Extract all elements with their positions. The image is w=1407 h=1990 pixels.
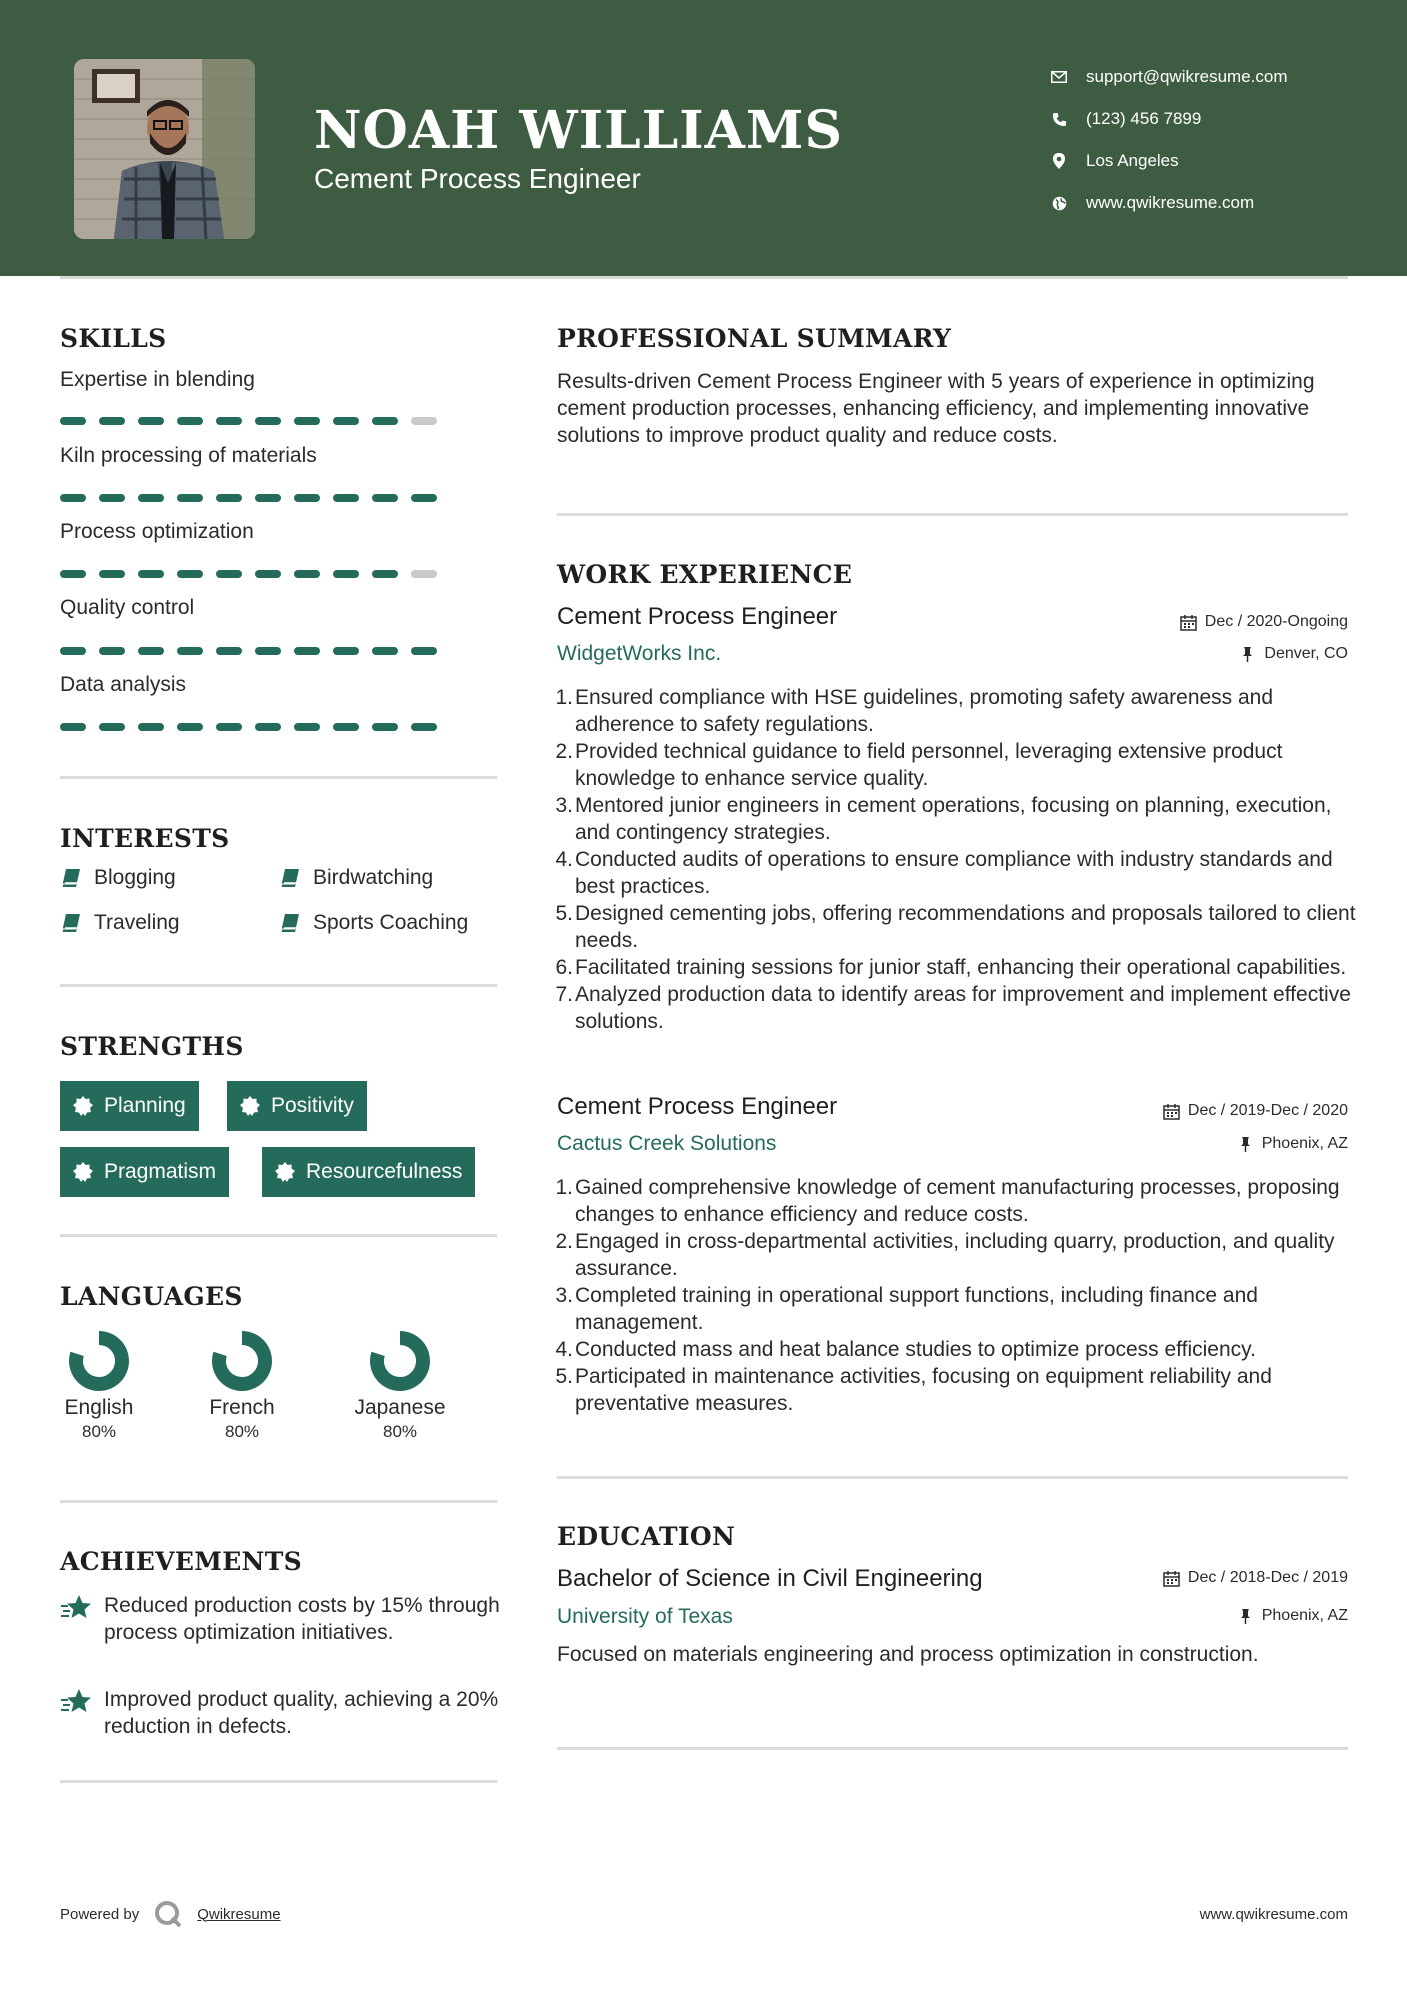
achievement-text: Improved product quality, achieving a 20% reduction in defects. — [104, 1688, 499, 1738]
education-school: University of Texas — [557, 1605, 733, 1628]
education-heading: EDUCATION — [557, 1522, 736, 1551]
language-progress-ring — [68, 1330, 130, 1392]
badge-icon — [72, 1095, 94, 1117]
pushpin-icon — [1237, 1608, 1254, 1625]
skills-heading: SKILLS — [60, 324, 167, 353]
experience-heading: WORK EXPERIENCE — [557, 560, 853, 589]
interests-heading: INTERESTS — [60, 824, 230, 853]
job-duty-number: 3. — [555, 1284, 573, 1307]
job-role: Cement Process Engineer — [557, 1093, 838, 1120]
skill-label: Expertise in blending — [60, 368, 255, 391]
skill-dot — [177, 723, 203, 731]
job-duty-text: Designed cementing jobs, offering recommendations and proposals tailored to client needs. — [575, 902, 1356, 952]
job-duty-number: 1. — [555, 1176, 573, 1199]
education-description: Focused on materials engineering and process optimization in construction. — [557, 1643, 1259, 1666]
skill-label: Process optimization — [60, 520, 254, 543]
education-dates — [1163, 1569, 1348, 1587]
envelope-icon — [1050, 68, 1068, 86]
interest-item — [279, 866, 433, 890]
job-duty-item — [557, 900, 1357, 954]
skill-dot — [60, 723, 86, 731]
contact-phone-text: (123) 456 7899 — [1086, 109, 1202, 128]
header-divider — [60, 276, 1348, 279]
strength-label: Resourcefulness — [306, 1160, 463, 1183]
section-divider — [60, 1500, 497, 1503]
job-duty-item — [557, 981, 1357, 1035]
job-duty-number: 7. — [555, 983, 573, 1006]
skill-dot — [294, 723, 320, 731]
job-duty-text: Completed training in operational support functions, including finance and management. — [575, 1284, 1258, 1334]
job-duty-number: 4. — [555, 1338, 573, 1361]
skill-dot — [411, 417, 437, 425]
interest-item — [60, 866, 176, 890]
skill-dot — [255, 723, 281, 731]
book-icon — [60, 912, 82, 934]
education-dates-text: Dec / 2018-Dec / 2019 — [1187, 1569, 1348, 1586]
qwikresume-logo-icon — [153, 1899, 183, 1929]
job-duty-item — [557, 1363, 1357, 1417]
skill-rating — [60, 570, 437, 578]
skill-dot — [177, 494, 203, 502]
skill-dot — [177, 417, 203, 425]
section-divider — [60, 1234, 497, 1237]
skill-dot — [216, 494, 242, 502]
skill-dot — [99, 647, 125, 655]
skill-dot — [255, 417, 281, 425]
achievement-text: Reduced production costs by 15% through process optimization initiatives. — [104, 1594, 500, 1644]
skill-rating — [60, 494, 437, 502]
calendar-icon — [1163, 1570, 1180, 1587]
job-dates — [1180, 613, 1348, 631]
star-icon — [60, 1688, 92, 1716]
skill-dot — [372, 570, 398, 578]
book-icon — [60, 867, 82, 889]
interest-label: Blogging — [94, 866, 176, 889]
job-duty-text: Participated in maintenance activities, focusing on equipment reliability and preventative measures. — [575, 1365, 1272, 1415]
interest-label: Birdwatching — [313, 866, 434, 889]
skill-dot — [216, 417, 242, 425]
skill-dot — [138, 570, 164, 578]
calendar-icon — [1163, 1103, 1180, 1120]
job-duty-text: Conducted audits of operations to ensure compliance with industry standards and best practices. — [575, 848, 1333, 898]
job-duty-item — [557, 684, 1357, 738]
job-duty-text: Facilitated training sessions for junior staff, enhancing their operational capabilities. — [575, 956, 1347, 979]
interest-label: Sports Coaching — [313, 911, 469, 934]
language-progress-arc — [76, 1338, 122, 1384]
achievement-item — [60, 1686, 500, 1740]
strength-label: Planning — [104, 1094, 186, 1117]
language-percent: 80% — [382, 1422, 418, 1441]
contact-list — [1050, 56, 1288, 224]
interest-label: Traveling — [94, 911, 180, 934]
language-progress-ring — [369, 1330, 431, 1392]
skill-dot — [138, 647, 164, 655]
job-location-text: Phoenix, AZ — [1261, 1135, 1348, 1152]
job-role: Cement Process Engineer — [557, 603, 838, 630]
job-duty-text: Engaged in cross-departmental activities, including quarry, production, and quality assurance. — [575, 1230, 1335, 1280]
skill-dot — [60, 647, 86, 655]
section-divider — [60, 984, 497, 987]
summary-heading: PROFESSIONAL SUMMARY — [557, 324, 952, 353]
language-name: French — [209, 1396, 275, 1419]
job-duty-text: Ensured compliance with HSE guidelines, promoting safety awareness and adherence to safety regulations. — [575, 686, 1274, 736]
skill-dot — [333, 647, 359, 655]
job-location — [1237, 1135, 1348, 1153]
contact-email[interactable] — [1050, 56, 1288, 98]
job-duty-number: 1. — [555, 686, 573, 709]
language-progress-arc — [377, 1338, 423, 1384]
skill-label: Data analysis — [60, 673, 187, 696]
job-company: WidgetWorks Inc. — [557, 642, 722, 665]
job-duty-text: Gained comprehensive knowledge of cement manufacturing processes, proposing changes to enhance efficiency and reduce costs. — [575, 1176, 1340, 1226]
location-pin-icon — [1050, 152, 1068, 170]
book-icon — [279, 912, 301, 934]
language-progress-arc — [219, 1338, 265, 1384]
skill-dot — [411, 570, 437, 578]
job-duty-text: Provided technical guidance to field personnel, leveraging extensive product knowledge to enhance service quality. — [575, 740, 1283, 790]
job-duty-text: Analyzed production data to identify areas for improvement and implement effective solutions. — [575, 983, 1351, 1033]
job-duty-item — [557, 1228, 1357, 1282]
skill-dot — [138, 723, 164, 731]
contact-website[interactable] — [1050, 182, 1288, 224]
education-location-text: Phoenix, AZ — [1261, 1607, 1348, 1624]
skill-dot — [138, 494, 164, 502]
badge-icon — [72, 1161, 94, 1183]
job-duty-item — [557, 738, 1357, 792]
skill-dot — [294, 647, 320, 655]
education-degree: Bachelor of Science in Civil Engineering — [557, 1565, 983, 1592]
pushpin-icon — [1237, 1136, 1254, 1153]
contact-email-text: support@qwikresume.com — [1086, 67, 1288, 86]
skill-dot — [333, 417, 359, 425]
skill-dot — [372, 723, 398, 731]
job-duty-number: 2. — [555, 1230, 573, 1253]
section-divider — [557, 513, 1348, 516]
skill-dot — [99, 570, 125, 578]
skill-rating — [60, 647, 437, 655]
contact-website-text: www.qwikresume.com — [1086, 193, 1255, 212]
skill-dot — [333, 570, 359, 578]
language-item — [182, 1330, 302, 1442]
strengths-heading: STRENGTHS — [60, 1032, 244, 1061]
summary-text: Results-driven Cement Process Engineer with 5 years of experience in optimizing cement production processes, enhancing efficiency, and implementing innovative solutions to improve product quality and reduce costs. — [557, 370, 1315, 447]
skill-dot — [372, 494, 398, 502]
section-divider — [557, 1476, 1348, 1479]
skill-dot — [372, 417, 398, 425]
achievements-heading: ACHIEVEMENTS — [60, 1547, 302, 1576]
candidate-title: Cement Process Engineer — [314, 163, 641, 194]
skill-dot — [411, 647, 437, 655]
skill-dot — [60, 570, 86, 578]
skill-dot — [177, 647, 203, 655]
language-name: English — [64, 1396, 134, 1419]
globe-icon — [1050, 194, 1068, 212]
skill-dot — [333, 494, 359, 502]
section-divider — [60, 1780, 497, 1783]
skill-label: Kiln processing of materials — [60, 444, 317, 467]
job-location — [1239, 645, 1348, 663]
skill-dot — [99, 417, 125, 425]
book-icon — [279, 867, 301, 889]
skill-dot — [372, 647, 398, 655]
profile-photo — [74, 59, 255, 239]
contact-location-text: Los Angeles — [1086, 151, 1179, 170]
job-duty-number: 3. — [555, 794, 573, 817]
language-item — [39, 1330, 159, 1442]
job-location-text: Denver, CO — [1264, 645, 1348, 662]
skill-dot — [294, 570, 320, 578]
job-duty-number: 5. — [555, 1365, 573, 1388]
job-duty-number: 2. — [555, 740, 573, 763]
footer-website[interactable]: www.qwikresume.com — [1199, 1906, 1348, 1923]
job-duty-number: 5. — [555, 902, 573, 925]
skill-dot — [177, 570, 203, 578]
job-duties — [557, 1174, 1357, 1417]
interest-item — [279, 911, 468, 935]
job-duty-item — [557, 1282, 1357, 1336]
skill-dot — [99, 494, 125, 502]
job-duty-item — [557, 1336, 1357, 1363]
pushpin-icon — [1239, 646, 1256, 663]
skill-dot — [138, 417, 164, 425]
contact-location — [1050, 140, 1288, 182]
job-duty-number: 4. — [555, 848, 573, 871]
badge-icon — [274, 1161, 296, 1183]
job-duty-item — [557, 792, 1357, 846]
section-divider — [557, 1747, 1348, 1750]
job-company: Cactus Creek Solutions — [557, 1132, 777, 1155]
powered-by-label: Powered by — [60, 1905, 140, 1923]
skill-dot — [333, 723, 359, 731]
job-duty-text: Mentored junior engineers in cement operations, focusing on planning, execution, and contingency strategies. — [575, 794, 1332, 844]
achievement-item — [60, 1592, 500, 1646]
job-dates-text: Dec / 2019-Dec / 2020 — [1187, 1102, 1348, 1119]
badge-icon — [239, 1095, 261, 1117]
interest-item — [60, 911, 180, 935]
star-icon — [60, 1594, 92, 1622]
education-location — [1237, 1607, 1348, 1625]
skill-rating — [60, 417, 437, 425]
language-name: Japanese — [354, 1396, 446, 1419]
skill-dot — [294, 417, 320, 425]
skill-dot — [411, 723, 437, 731]
job-duty-item — [557, 954, 1357, 981]
skill-dot — [216, 647, 242, 655]
skill-label: Quality control — [60, 596, 195, 619]
footer-powered-by — [60, 1899, 281, 1929]
language-progress-ring — [211, 1330, 273, 1392]
strength-tag — [262, 1147, 475, 1197]
contact-phone[interactable] — [1050, 98, 1288, 140]
job-duty-item — [557, 846, 1357, 900]
strength-tag — [227, 1081, 367, 1131]
skill-dot — [216, 723, 242, 731]
skill-dot — [255, 494, 281, 502]
skill-dot — [216, 570, 242, 578]
skill-dot — [60, 417, 86, 425]
section-divider — [60, 776, 497, 779]
skill-dot — [99, 723, 125, 731]
language-item — [340, 1330, 460, 1442]
strength-tag — [60, 1147, 229, 1197]
strength-label: Pragmatism — [104, 1160, 217, 1183]
language-percent: 80% — [224, 1422, 260, 1441]
skill-dot — [60, 494, 86, 502]
strength-tag — [60, 1081, 199, 1131]
job-dates — [1163, 1102, 1348, 1120]
skill-rating — [60, 723, 437, 731]
skill-dot — [255, 570, 281, 578]
resume-header — [0, 0, 1407, 276]
skill-dot — [294, 494, 320, 502]
skill-dot — [411, 494, 437, 502]
strength-label: Positivity — [271, 1094, 354, 1117]
language-percent: 80% — [81, 1422, 117, 1441]
job-dates-text: Dec / 2020-Ongoing — [1204, 613, 1348, 630]
skill-dot — [255, 647, 281, 655]
footer-brand-link[interactable]: Qwikresume — [197, 1905, 281, 1923]
job-duties — [557, 684, 1357, 1035]
phone-icon — [1050, 110, 1068, 128]
job-duty-number: 6. — [555, 956, 573, 979]
languages-heading: LANGUAGES — [60, 1282, 243, 1311]
candidate-name: NOAH WILLIAMS — [314, 100, 844, 161]
job-duty-text: Conducted mass and heat balance studies to optimize process efficiency. — [575, 1338, 1256, 1361]
job-duty-item — [557, 1174, 1357, 1228]
calendar-icon — [1180, 614, 1197, 631]
